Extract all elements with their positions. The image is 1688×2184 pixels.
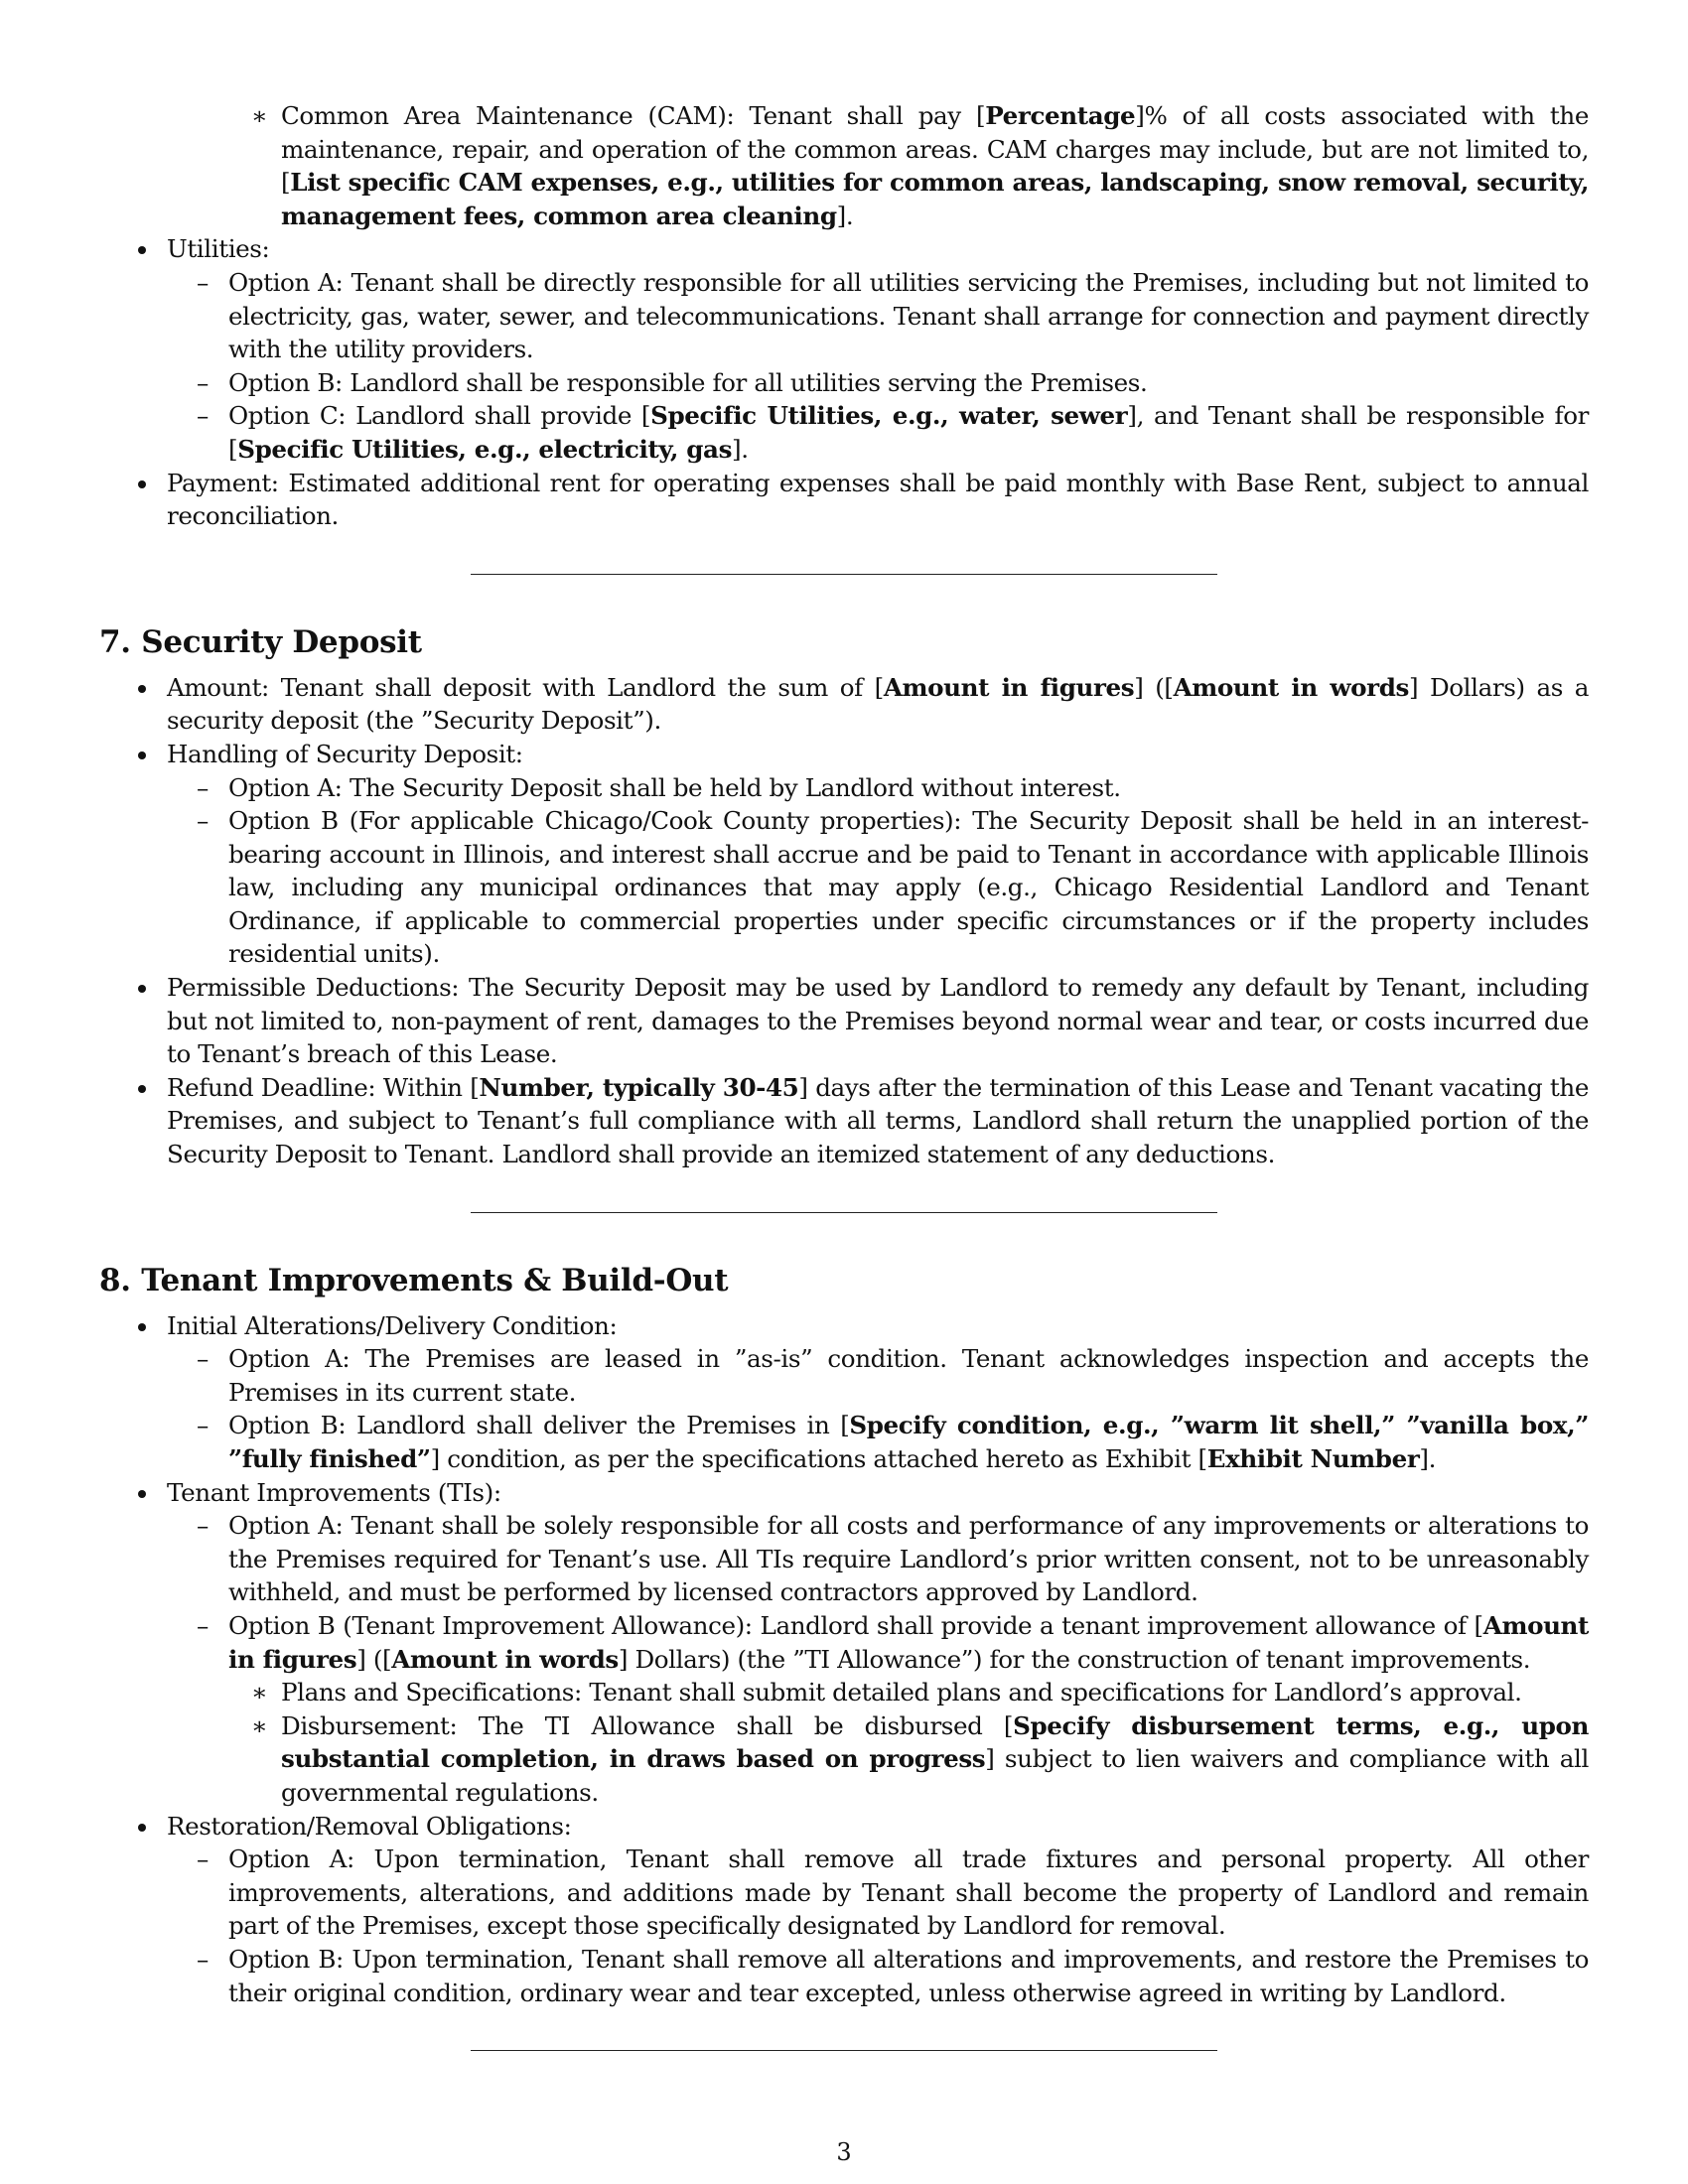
bullet-icon <box>138 480 146 488</box>
section7-body <box>99 671 1589 1171</box>
page-number: 3 <box>836 2138 852 2166</box>
dash-marker: – <box>197 401 209 431</box>
initial-alterations-label: Initial Alterations/Delivery Condition: <box>167 1310 618 1340</box>
restoration-option-b-text: Option B: Upon termination, Tenant shall remove all alterations and improvements, and restore the Premises to their original condition, ordinary wear and tear excepted, unless otherwise agreed in writing by Landlord. <box>228 1944 1589 2007</box>
restoration-option-a <box>99 1843 1589 1943</box>
restoration-label: Restoration/Removal Obligations: <box>167 1811 572 1841</box>
deposit-amount-item <box>99 671 1589 738</box>
initial-option-b-text-2: ] condition, as per the specifications attached hereto as Exhibit [ <box>430 1444 1207 1473</box>
ti-placeholder-figures: Amount in figures <box>228 1610 1589 1674</box>
initial-placeholder-exhibit: Exhibit Number <box>1206 1444 1420 1473</box>
section6-continuation <box>99 99 1589 533</box>
utilities-placeholder-tenant: Specific Utilities, e.g., electricity, gas <box>237 434 733 464</box>
dash-marker: – <box>197 367 209 397</box>
cam-text-2: ]% of all costs associated with the maintenance, repair, and operation of the common areas. CAM charges may include, but are not limited to, [ <box>281 101 1590 198</box>
section8-heading: 8. Tenant Improvements & Build-Out <box>99 1262 729 1298</box>
bullet-icon <box>138 246 146 254</box>
deposit-refund-item <box>99 1071 1589 1171</box>
bullet-icon <box>138 1490 146 1498</box>
deposit-deductions-text: Permissible Deductions: The Security Deposit may be used by Landlord to remedy any default by Tenant, including but not limited to, non-payment of rent, damages to the Premises beyond normal wear and tear, or costs incurred due to Tenant’s breach of this Lease. <box>167 973 1589 1069</box>
ti-option-b-text-3: ] Dollars) (the ”TI Allowance”) for the construction of tenant improvements. <box>618 1644 1531 1674</box>
restoration-item <box>99 1810 1589 1843</box>
dash-marker: – <box>197 1344 209 1374</box>
initial-placeholder-condition: Specify condition, e.g., ”warm lit shell,” ”vanilla box,” ”fully finished” <box>228 1411 1589 1473</box>
bullet-icon <box>138 685 146 693</box>
initial-option-b-text-1: Option B: Landlord shall deliver the Premises in [ <box>228 1411 850 1440</box>
deposit-amount-text-3: ] Dollars) as a security deposit (the ”Security Deposit”). <box>167 672 1589 736</box>
ti-plans-text: Plans and Specifications: Tenant shall submit detailed plans and specifications for Landlord’s approval. <box>281 1678 1522 1707</box>
payment-text: Payment: Estimated additional rent for operating expenses shall be paid monthly with Base Rent, subject to annual reconciliation. <box>167 468 1589 531</box>
dash-marker: – <box>197 772 209 802</box>
initial-option-b-text-3: ]. <box>1419 1444 1437 1473</box>
cam-placeholder-percentage: Percentage <box>985 101 1136 130</box>
utilities-label: Utilities: <box>167 234 270 264</box>
utilities-option-a-text: Option A: Tenant shall be directly responsible for all utilities servicing the Premises, including but not limited to electricity, gas, water, sewer, and telecommunications. Tenant shall arrange for connection and payment directly with the utility providers. <box>228 267 1589 364</box>
ti-option-b-text-1: Option B (Tenant Improvement Allowance): Landlord shall provide a tenant improvement allowance of [ <box>228 1610 1483 1640</box>
deposit-placeholder-days: Number, typically 30-45 <box>479 1072 799 1102</box>
bullet-icon <box>138 751 146 759</box>
bullet-icon <box>138 1085 146 1093</box>
utilities-option-c-text-3: ]. <box>732 434 749 464</box>
deposit-handling-label: Handling of Security Deposit: <box>167 739 523 768</box>
bullet-icon <box>138 1323 146 1331</box>
initial-option-a <box>99 1342 1589 1409</box>
utilities-option-a <box>99 266 1589 366</box>
utilities-option-c-text-1: Option C: Landlord shall provide [ <box>228 401 651 431</box>
deposit-option-a-text: Option A: The Security Deposit shall be held by Landlord without interest. <box>228 772 1121 802</box>
ti-item <box>99 1476 1589 1510</box>
cam-item <box>99 99 1589 232</box>
ti-disbursement-item <box>99 1709 1589 1810</box>
star-marker: ∗ <box>251 101 268 130</box>
bullet-icon <box>138 985 146 993</box>
payment-item <box>99 467 1589 533</box>
ti-placeholder-disbursement: Specify disbursement terms, e.g., upon substantial completion, in draws based on progress <box>281 1710 1589 1774</box>
initial-option-b <box>99 1409 1589 1475</box>
section7-heading: 7. Security Deposit <box>99 623 422 660</box>
initial-option-a-text: Option A: The Premises are leased in ”as-is” condition. Tenant acknowledges inspection and accepts the Premises in its current state. <box>228 1344 1589 1407</box>
ti-option-a-text: Option A: Tenant shall be solely responsible for all costs and performance of any improvements or alterations to the Premises required for Tenant’s use. All TIs require Landlord’s prior written consent, not to be unreasonably withheld, and must be performed by licensed contractors approved by Landlord. <box>228 1511 1589 1607</box>
ti-plans-item <box>99 1676 1589 1709</box>
utilities-placeholder-landlord: Specific Utilities, e.g., water, sewer <box>650 401 1128 431</box>
ti-option-b <box>99 1609 1589 1676</box>
section8-body <box>99 1309 1589 2009</box>
deposit-amount-text-1: Amount: Tenant shall deposit with Landlord the sum of [ <box>167 672 884 702</box>
deposit-handling-item <box>99 738 1589 771</box>
deposit-placeholder-figures: Amount in figures <box>883 672 1135 702</box>
utilities-item <box>99 232 1589 266</box>
cam-text-1: Common Area Maintenance (CAM): Tenant shall pay [ <box>281 101 986 130</box>
dash-marker: – <box>197 1411 209 1440</box>
deposit-placeholder-words: Amount in words <box>1173 672 1409 702</box>
ti-option-a <box>99 1509 1589 1609</box>
cam-text-3: ]. <box>836 201 854 230</box>
initial-alterations-item <box>99 1309 1589 1343</box>
star-marker: ∗ <box>251 1678 268 1707</box>
deposit-refund-text-2: ] days after the termination of this Lease and Tenant vacating the Premises, and subject to Tenant’s full compliance with all terms, Landlord shall return the unapplied portion of the Security Deposit to Tenant. Landlord shall provide an itemized statement of any deductions. <box>167 1072 1589 1169</box>
utilities-option-c <box>99 399 1589 466</box>
dash-marker: – <box>197 806 209 836</box>
utilities-option-c-text-2: ], and Tenant shall be responsible for [ <box>228 401 1589 464</box>
utilities-option-b <box>99 366 1589 400</box>
dash-marker: – <box>197 1610 209 1640</box>
deposit-deductions-item <box>99 971 1589 1071</box>
dash-marker: – <box>197 1511 209 1541</box>
deposit-refund-text-1: Refund Deadline: Within [ <box>167 1072 480 1102</box>
ti-disbursement-text-2: ] subject to lien waivers and compliance with all governmental regulations. <box>281 1744 1589 1807</box>
deposit-amount-text-2: ] ([ <box>1134 672 1174 702</box>
restoration-option-a-text: Option A: Upon termination, Tenant shall remove all trade fixtures and personal property. All other improvements, alterations, and additions made by Tenant shall become the property of Landlord and remain part of the Premises, except those specifically designated by Landlord for removal. <box>228 1844 1589 1941</box>
ti-disbursement-text-1: Disbursement: The TI Allowance shall be disbursed [ <box>281 1710 1014 1740</box>
dash-marker: – <box>197 267 209 297</box>
deposit-option-a <box>99 771 1589 805</box>
section-divider <box>471 2050 1217 2051</box>
utilities-option-b-text: Option B: Landlord shall be responsible for all utilities serving the Premises. <box>228 367 1148 397</box>
bullet-icon <box>138 1824 146 1832</box>
deposit-option-b <box>99 804 1589 971</box>
dash-marker: – <box>197 1944 209 1974</box>
star-marker: ∗ <box>251 1710 268 1740</box>
ti-label: Tenant Improvements (TIs): <box>167 1477 501 1507</box>
ti-option-b-text-2: ] ([ <box>356 1644 392 1674</box>
cam-placeholder-expenses: List specific CAM expenses, e.g., utilities for common areas, landscaping, snow removal, security, management fees, common area cleaning <box>281 168 1589 230</box>
restoration-option-b <box>99 1943 1589 2009</box>
dash-marker: – <box>197 1844 209 1874</box>
deposit-option-b-text: Option B (For applicable Chicago/Cook County properties): The Security Deposit shall be held in an interest-bearing account in Illinois, and interest shall accrue and be paid to Tenant in accordance with applicable Illinois law, including any municipal ordinances that may apply (e.g., Chicago Residential Landlord and Tenant Ordinance, if applicable to commercial properties under specific circumstances or if the property includes residential units). <box>228 806 1589 969</box>
ti-placeholder-words: Amount in words <box>391 1644 619 1674</box>
